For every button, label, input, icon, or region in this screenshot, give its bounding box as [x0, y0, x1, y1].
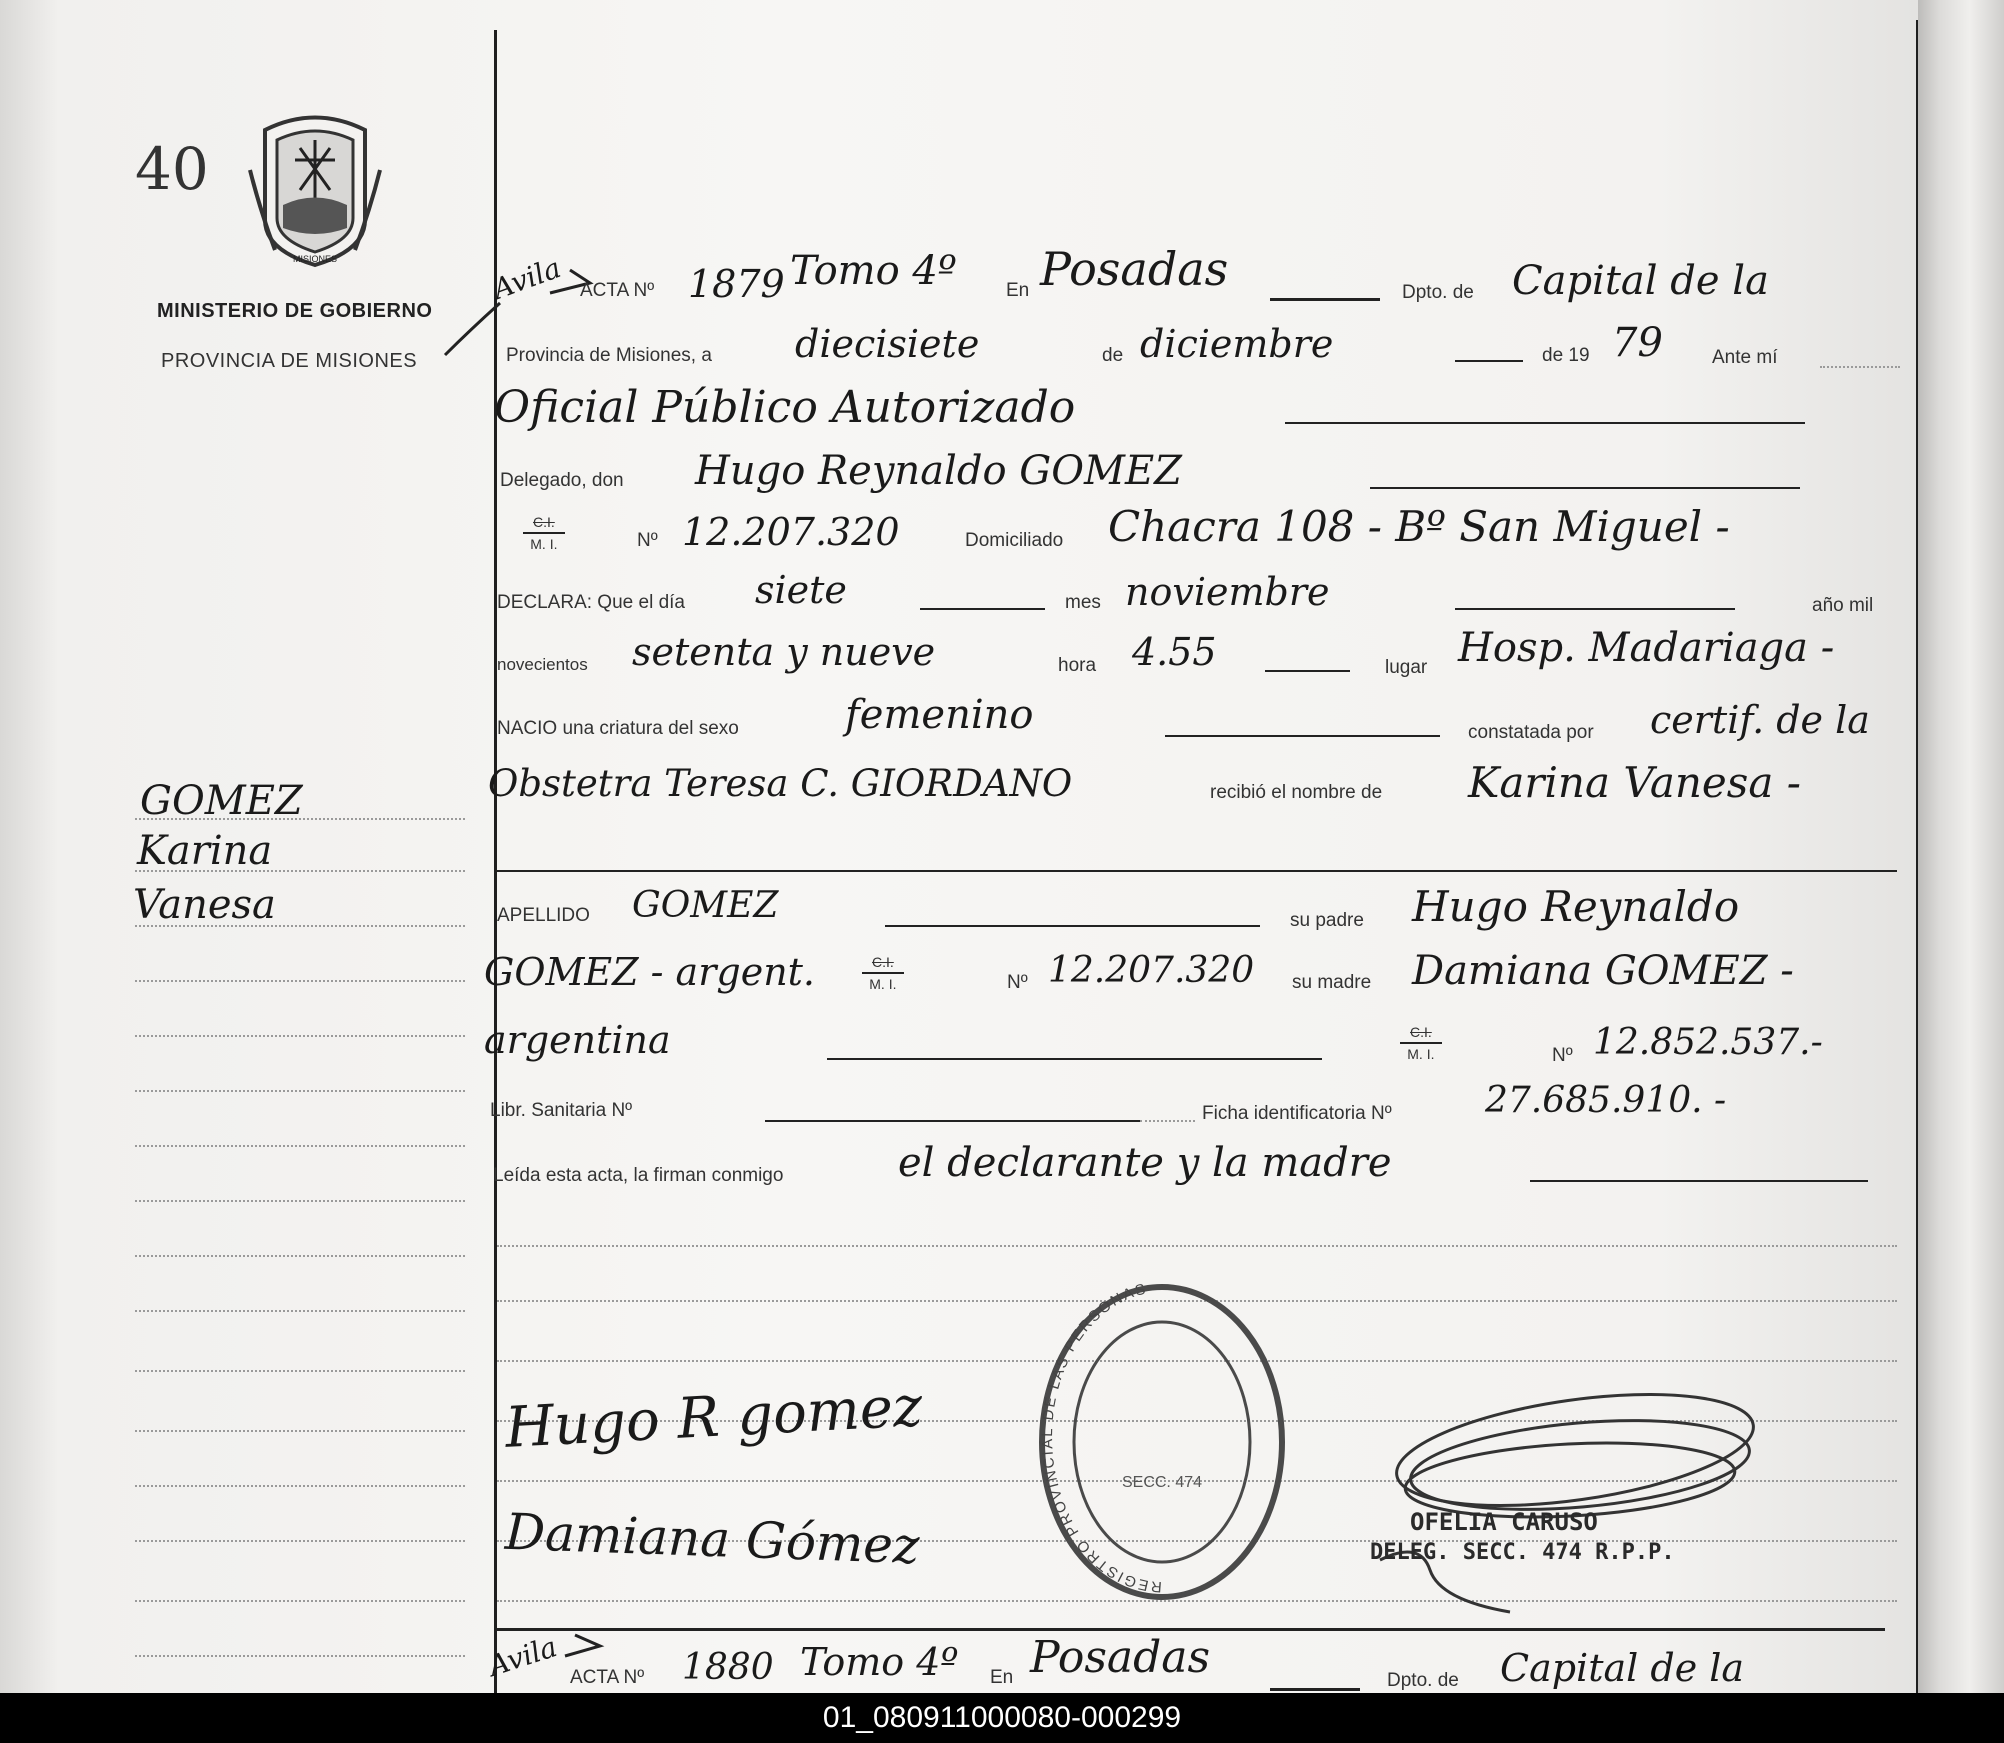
- acta2-en-label: En: [990, 1667, 1014, 1688]
- acta1-padre-ci-mi: [862, 955, 904, 991]
- acta1-apellido-label: APELLIDO: [497, 905, 590, 926]
- acta1-lugar-label: lugar: [1385, 657, 1428, 678]
- acta1-apellido: GOMEZ: [632, 885, 779, 926]
- margin-rule: [135, 1540, 465, 1542]
- acta1-firmantes-fill: [1530, 1180, 1868, 1182]
- acta1-obstetra: Obstetra Teresa C. GIORDANO: [488, 762, 1073, 805]
- acta1-constatada-label: constatada por: [1468, 722, 1594, 743]
- acta1-delegado-fill: [1370, 487, 1800, 489]
- margin-rule: [135, 1430, 465, 1432]
- acta2-tomo: Tomo 4º: [800, 1640, 959, 1684]
- page-number: 40: [135, 135, 209, 203]
- acta1-month-fill: [1455, 360, 1523, 362]
- crest-text: MISIONES: [292, 254, 338, 264]
- signature-mother: Damiana Gómez: [504, 1502, 921, 1576]
- acta1-month: diciembre: [1140, 322, 1334, 366]
- body-rule: [497, 1245, 1897, 1247]
- ci-label: C.I.: [862, 955, 904, 974]
- acta1-de-label: de: [1102, 345, 1124, 366]
- acta1-row10-line: [497, 870, 1897, 872]
- acta1-padre-label: su padre: [1290, 910, 1364, 931]
- acta1-ficha: 27.685.910. -: [1485, 1080, 1727, 1121]
- acta1-year-label: de 19: [1542, 345, 1590, 366]
- acta2-acta-number: 1880: [682, 1647, 774, 1688]
- margin-rule: [135, 1600, 465, 1602]
- acta1-madre-doc: 12.852.537.-: [1593, 1022, 1823, 1063]
- mi-label: M. I.: [1407, 1046, 1435, 1062]
- acta1-delegado: Hugo Reynaldo GOMEZ: [695, 448, 1182, 494]
- acta1-anio-label: año mil: [1812, 595, 1874, 616]
- acta1-annotation: Avila: [488, 251, 566, 306]
- ci-label: C.I.: [523, 515, 565, 534]
- acta1-madre-label: su madre: [1292, 972, 1372, 993]
- margin-second-name: Vanesa: [133, 882, 276, 928]
- acta1-birth-month: noviembre: [1125, 570, 1330, 614]
- acta1-padre-doc: 12.207.320: [1048, 950, 1255, 991]
- acta1-day: diecisiete: [795, 322, 980, 366]
- svg-text:REGISTRO PROVINCIAL DE LAS PER: [1039, 1282, 1162, 1595]
- ci-label: C.I.: [1400, 1025, 1442, 1044]
- acta1-madre-ci-mi: [1400, 1025, 1442, 1061]
- acta1-birth-year: setenta y nueve: [632, 630, 936, 674]
- acta1-acta-label: ACTA Nº: [580, 280, 655, 301]
- acta1-city: Posadas: [1040, 242, 1229, 296]
- mi-label: M. I.: [869, 976, 897, 992]
- acta1-hora: 4.55: [1132, 630, 1217, 674]
- margin-rule: [135, 1655, 465, 1657]
- acta1-leida-label: Leída esta acta, la firman conmigo: [493, 1165, 784, 1186]
- acta1-padre-cont: GOMEZ - argent.: [484, 950, 816, 994]
- acta1-madre: Damiana GOMEZ -: [1412, 948, 1794, 994]
- acta1-en-label: En: [1006, 280, 1030, 301]
- acta1-apellido-fill: [885, 925, 1260, 927]
- acta1-firmantes: el declarante y la madre: [898, 1140, 1392, 1186]
- acta1-libreta-fill: [765, 1120, 1140, 1122]
- margin-rule: [135, 1255, 465, 1257]
- acta1-ci-mi: [523, 515, 565, 551]
- registry-seal: [1032, 1282, 1292, 1612]
- file-id-footer: 01_080911000080-000299: [0, 1693, 2004, 1743]
- acta1-domicilio: Chacra 108 - Bº San Miguel -: [1108, 502, 1730, 551]
- acta1-padre: Hugo Reynaldo: [1412, 882, 1740, 931]
- margin-rule: [135, 1310, 465, 1312]
- official-signature-scribble: [1360, 1380, 1780, 1620]
- acta1-sexo-fill: [1165, 735, 1440, 737]
- margin-rule: [135, 980, 465, 982]
- acta1-lugar: Hosp. Madariaga -: [1458, 625, 1835, 671]
- acta1-sexo: femenino: [845, 692, 1034, 738]
- acta1-hora-label: hora: [1058, 655, 1097, 676]
- province-heading: PROVINCIA DE MISIONES: [161, 350, 418, 372]
- margin-rule: [135, 1090, 465, 1092]
- acta1-madre-nac: argentina: [484, 1018, 671, 1062]
- acta1-delegado-label: Delegado, don: [500, 470, 624, 491]
- acta1-year: 79: [1612, 320, 1663, 366]
- acta1-ante-mi: Ante mí: [1712, 347, 1778, 368]
- margin-rule: [135, 1370, 465, 1372]
- acta2-dpto-label: Dpto. de: [1387, 1670, 1459, 1691]
- acta1-row2-dots: [1820, 366, 1900, 368]
- acta2-city-fill: [1270, 1688, 1360, 1691]
- acta2-dpto: Capital de la: [1500, 1646, 1745, 1690]
- acta1-nombre: Karina Vanesa -: [1468, 758, 1801, 807]
- right-column-rule: [1916, 20, 1918, 1693]
- acta1-hora-fill: [1265, 670, 1350, 672]
- acta1-libreta-dots: [1140, 1120, 1195, 1122]
- acta1-novecientos-label: novecientos: [497, 655, 588, 674]
- official-stamp-title: DELEG. SECC. 474 R.P.P.: [1370, 1540, 1675, 1565]
- acta1-acta-number: 1879: [688, 262, 785, 306]
- acta2-acta-label: ACTA Nº: [570, 1667, 645, 1688]
- mi-label: M. I.: [530, 536, 558, 552]
- acta-separator: [497, 1628, 1885, 1631]
- acta1-mes-label: mes: [1065, 592, 1101, 613]
- acta1-month2-fill: [1455, 608, 1735, 610]
- margin-surname: GOMEZ: [140, 778, 303, 824]
- acta1-madre-fill: [827, 1058, 1322, 1060]
- official-stamp-name: OFELIA CARUSO: [1410, 1508, 1598, 1536]
- acta1-official-fill: [1285, 422, 1805, 424]
- acta1-day-fill: [920, 608, 1045, 610]
- acta1-ficha-label: Ficha identificatoria Nº: [1202, 1103, 1392, 1124]
- acta1-official: Oficial Público Autorizado: [494, 382, 1076, 433]
- margin-first-name: Karina: [137, 828, 273, 874]
- margin-rule: [135, 1035, 465, 1037]
- acta1-padre-no-label: Nº: [1007, 972, 1028, 993]
- acta1-provincia-label: Provincia de Misiones, a: [506, 345, 712, 366]
- ministry-heading: MINISTERIO DE GOBIERNO: [157, 300, 433, 322]
- province-crest-icon: [245, 110, 385, 270]
- signature-father: Hugo R gomez: [503, 1374, 924, 1461]
- margin-rule: [135, 1485, 465, 1487]
- acta1-no-label: Nº: [637, 530, 658, 551]
- acta1-declara-label: DECLARA: Que el día: [497, 592, 685, 613]
- margin-rule: [135, 1200, 465, 1202]
- acta1-nacio-label: NACIO una criatura del sexo: [497, 718, 739, 739]
- acta1-doc-number: 12.207.320: [682, 510, 900, 554]
- acta2-annotation: Avila: [484, 1630, 561, 1683]
- acta1-city-fill: [1270, 298, 1380, 301]
- acta1-domicilio-label: Domiciliado: [965, 530, 1064, 551]
- acta1-tomo: Tomo 4º: [790, 248, 957, 294]
- seal-text: REGISTRO PROVINCIAL DE LAS PERSONAS: [1038, 1282, 1163, 1596]
- acta1-constatada: certif. de la: [1650, 698, 1870, 742]
- acta1-birth-day: siete: [755, 568, 847, 612]
- page-edge: [1918, 0, 2004, 1693]
- margin-rule: [135, 1145, 465, 1147]
- acta1-recibio-label: recibió el nombre de: [1210, 782, 1383, 803]
- acta2-city: Posadas: [1030, 1632, 1211, 1683]
- acta1-dpto: Capital de la: [1512, 258, 1769, 304]
- acta1-libreta-label: Libr. Sanitaria Nº: [490, 1100, 633, 1121]
- seal-inner: SECC. 474: [1121, 1474, 1203, 1491]
- acta1-dpto-label: Dpto. de: [1402, 282, 1474, 303]
- acta1-madre-no-label: Nº: [1552, 1045, 1573, 1066]
